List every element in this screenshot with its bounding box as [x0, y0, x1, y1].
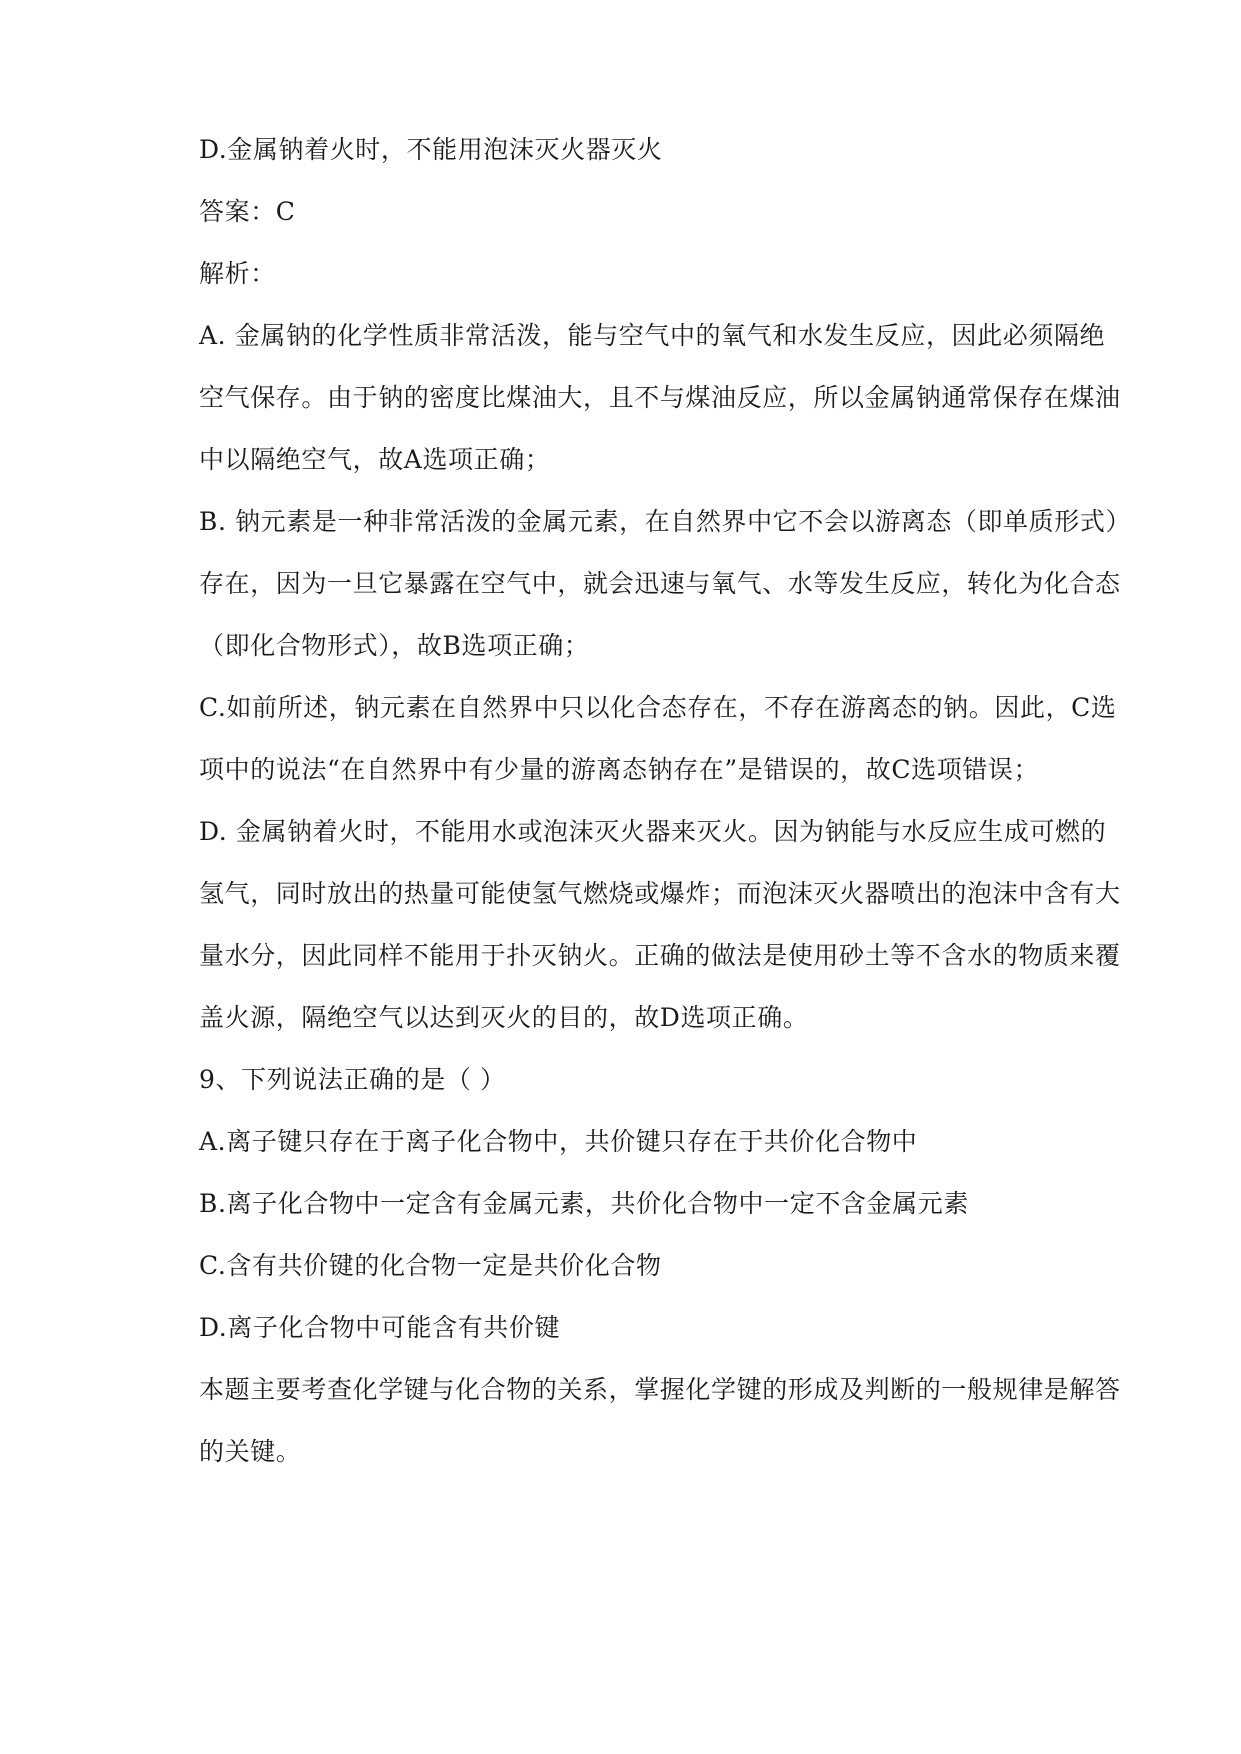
q9-option-d: D.离子化合物中可能含有共价键: [199, 1313, 561, 1342]
q8-analysis-c-line-1: C.如前所述，钠元素在自然界中只以化合态存在，不存在游离态的钠。因此，C选: [199, 693, 1117, 722]
q8-option-d: D.金属钠着火时，不能用泡沫灭火器灭火: [199, 135, 663, 164]
q9-note-line-2: 的关键。: [199, 1437, 302, 1466]
q8-analysis-b-line-1: B. 钠元素是一种非常活泼的金属元素，在自然界中它不会以游离态（即单质形式）: [199, 507, 1132, 536]
q8-analysis-a-line-1: A. 金属钠的化学性质非常活泼，能与空气中的氧气和水发生反应，因此必须隔绝: [199, 321, 1106, 350]
q8-analysis-d-line-2: 氢气，同时放出的热量可能使氢气燃烧或爆炸；而泡沫灭火器喷出的泡沫中含有大: [199, 879, 1121, 908]
q8-analysis-a-line-2: 空气保存。由于钠的密度比煤油大，且不与煤油反应，所以金属钠通常保存在煤油: [199, 383, 1121, 412]
q9-stem: 9、下列说法正确的是（ ）: [199, 1065, 506, 1094]
q8-analysis-c-line-2: 项中的说法“在自然界中有少量的游离态钠存在”是错误的，故C选项错误；: [199, 755, 1040, 784]
q9-option-b: B.离子化合物中一定含有金属元素，共价化合物中一定不含金属元素: [199, 1189, 969, 1218]
q8-analysis-d-line-4: 盖火源，隔绝空气以达到灭火的目的，故D选项正确。: [199, 1003, 809, 1032]
q9-option-c: C.含有共价键的化合物一定是共价化合物: [199, 1251, 662, 1280]
q9-note-line-1: 本题主要考查化学键与化合物的关系，掌握化学键的形成及判断的一般规律是解答: [199, 1375, 1121, 1404]
q8-analysis-b-line-2: 存在，因为一旦它暴露在空气中，就会迅速与氧气、水等发生反应，转化为化合态: [199, 569, 1121, 598]
q8-answer: 答案：C: [199, 197, 296, 226]
q8-analysis-b-line-3: （即化合物形式），故B选项正确；: [199, 631, 590, 660]
q8-analysis-d-line-3: 量水分，因此同样不能用于扑灭钠火。正确的做法是使用砂土等不含水的物质来覆: [199, 941, 1121, 970]
q9-option-a: A.离子键只存在于离子化合物中，共价键只存在于共价化合物中: [199, 1127, 918, 1156]
q8-analysis-d-line-1: D. 金属钠着火时，不能用水或泡沫灭火器来灭火。因为钠能与水反应生成可燃的: [199, 817, 1107, 846]
q8-analysis-label: 解析：: [199, 259, 276, 288]
q8-analysis-a-line-3: 中以隔绝空气，故A选项正确；: [199, 445, 551, 474]
